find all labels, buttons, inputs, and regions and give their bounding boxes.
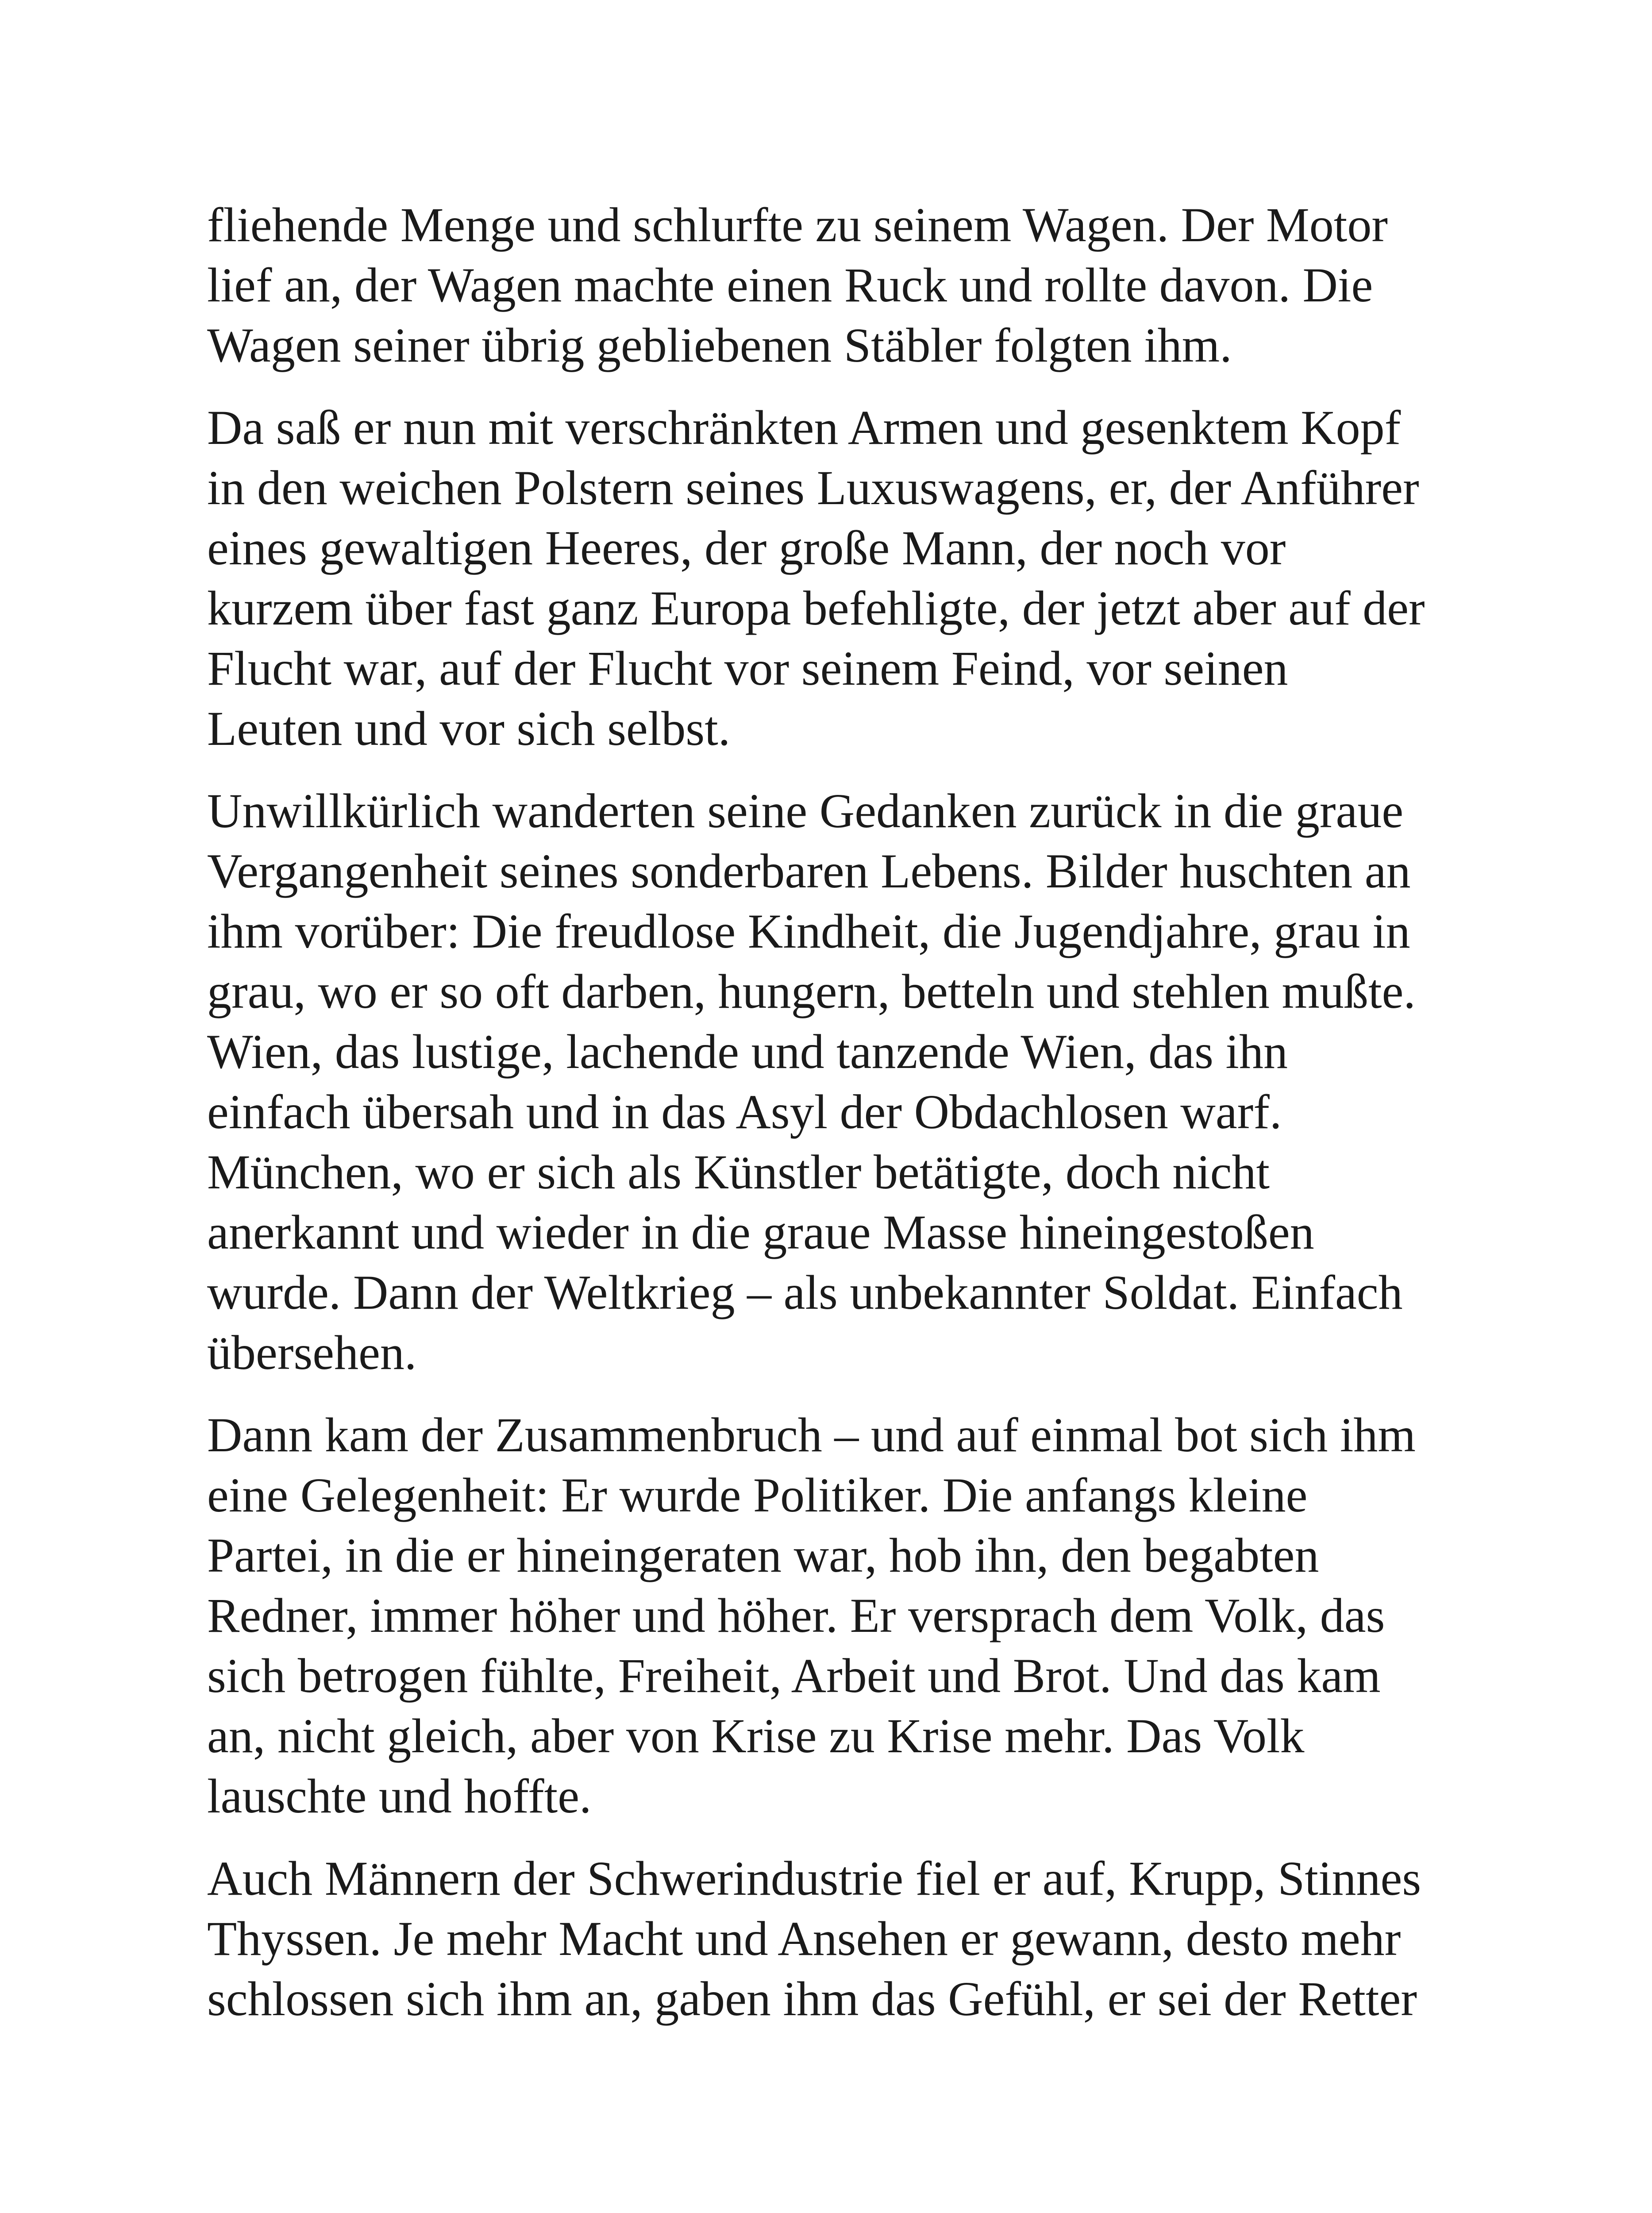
text-line: lief an, der Wagen machte einen Ruck und rollte davon. Die bbox=[207, 258, 1373, 312]
body-text bbox=[207, 195, 1446, 2051]
text-line: einfach übersah und in das Asyl der Obdachlosen warf. bbox=[207, 1085, 1282, 1139]
text-line: eines gewaltigen Heeres, der große Mann, der noch vor bbox=[207, 521, 1286, 575]
text-line: fliehende Menge und schlurfte zu seinem Wagen. Der Motor bbox=[207, 198, 1388, 252]
text-line: lauschte und hoffte. bbox=[207, 1769, 592, 1823]
paragraph-5 bbox=[207, 1848, 1446, 2029]
paragraph-1 bbox=[207, 195, 1446, 375]
text-line: Partei, in die er hineingeraten war, hob ihn, den begabten bbox=[207, 1528, 1319, 1582]
text-line: München, wo er sich als Künstler betätigte, doch nicht bbox=[207, 1145, 1270, 1199]
text-line: grau, wo er so oft darben, hungern, betteln und stehlen mußte. bbox=[207, 964, 1416, 1018]
paragraph-3 bbox=[207, 781, 1446, 1383]
text-line: Vergangenheit seines sonderbaren Lebens. Bilder huschten an bbox=[207, 844, 1411, 898]
text-line: Auch Männern der Schwerindustrie fiel er auf, Krupp, Stinnes bbox=[207, 1851, 1421, 1905]
text-line: anerkannt und wieder in die graue Masse hineingestoßen bbox=[207, 1205, 1314, 1259]
text-line: Wagen seiner übrig gebliebenen Stäbler folgten ihm. bbox=[207, 318, 1232, 372]
text-line: Flucht war, auf der Flucht vor seinem Feind, vor seinen bbox=[207, 641, 1288, 695]
text-line: ihm vorüber: Die freudlose Kindheit, die Jugendjahre, grau in bbox=[207, 904, 1410, 958]
text-line: übersehen. bbox=[207, 1326, 417, 1380]
text-line: Redner, immer höher und höher. Er versprach dem Volk, das bbox=[207, 1588, 1385, 1642]
text-line: schlossen sich ihm an, gaben ihm das Gefühl, er sei der Retter bbox=[207, 1972, 1417, 2026]
text-line: Leuten und vor sich selbst. bbox=[207, 702, 731, 756]
text-line: eine Gelegenheit: Er wurde Politiker. Die anfangs kleine bbox=[207, 1468, 1308, 1522]
paragraph-2 bbox=[207, 397, 1446, 759]
text-line: Thyssen. Je mehr Macht und Ansehen er gewann, desto mehr bbox=[207, 1912, 1401, 1966]
text-line: Da saß er nun mit verschränkten Armen und gesenktem Kopf bbox=[207, 401, 1401, 455]
text-line: wurde. Dann der Weltkrieg – als unbekannter Soldat. Einfach bbox=[207, 1265, 1403, 1319]
paragraph-4 bbox=[207, 1405, 1446, 1826]
text-line: Dann kam der Zusammenbruch – und auf einmal bot sich ihm bbox=[207, 1408, 1416, 1462]
text-line: sich betrogen fühlte, Freiheit, Arbeit und Brot. Und das kam bbox=[207, 1649, 1381, 1703]
text-line: kurzem über fast ganz Europa befehligte, der jetzt aber auf der bbox=[207, 581, 1425, 635]
text-line: Wien, das lustige, lachende und tanzende Wien, das ihn bbox=[207, 1025, 1288, 1079]
text-line: an, nicht gleich, aber von Krise zu Krise mehr. Das Volk bbox=[207, 1709, 1305, 1763]
text-line: in den weichen Polstern seines Luxuswagens, er, der Anführer bbox=[207, 461, 1419, 515]
text-line: Unwillkürlich wanderten seine Gedanken zurück in die graue bbox=[207, 784, 1404, 838]
